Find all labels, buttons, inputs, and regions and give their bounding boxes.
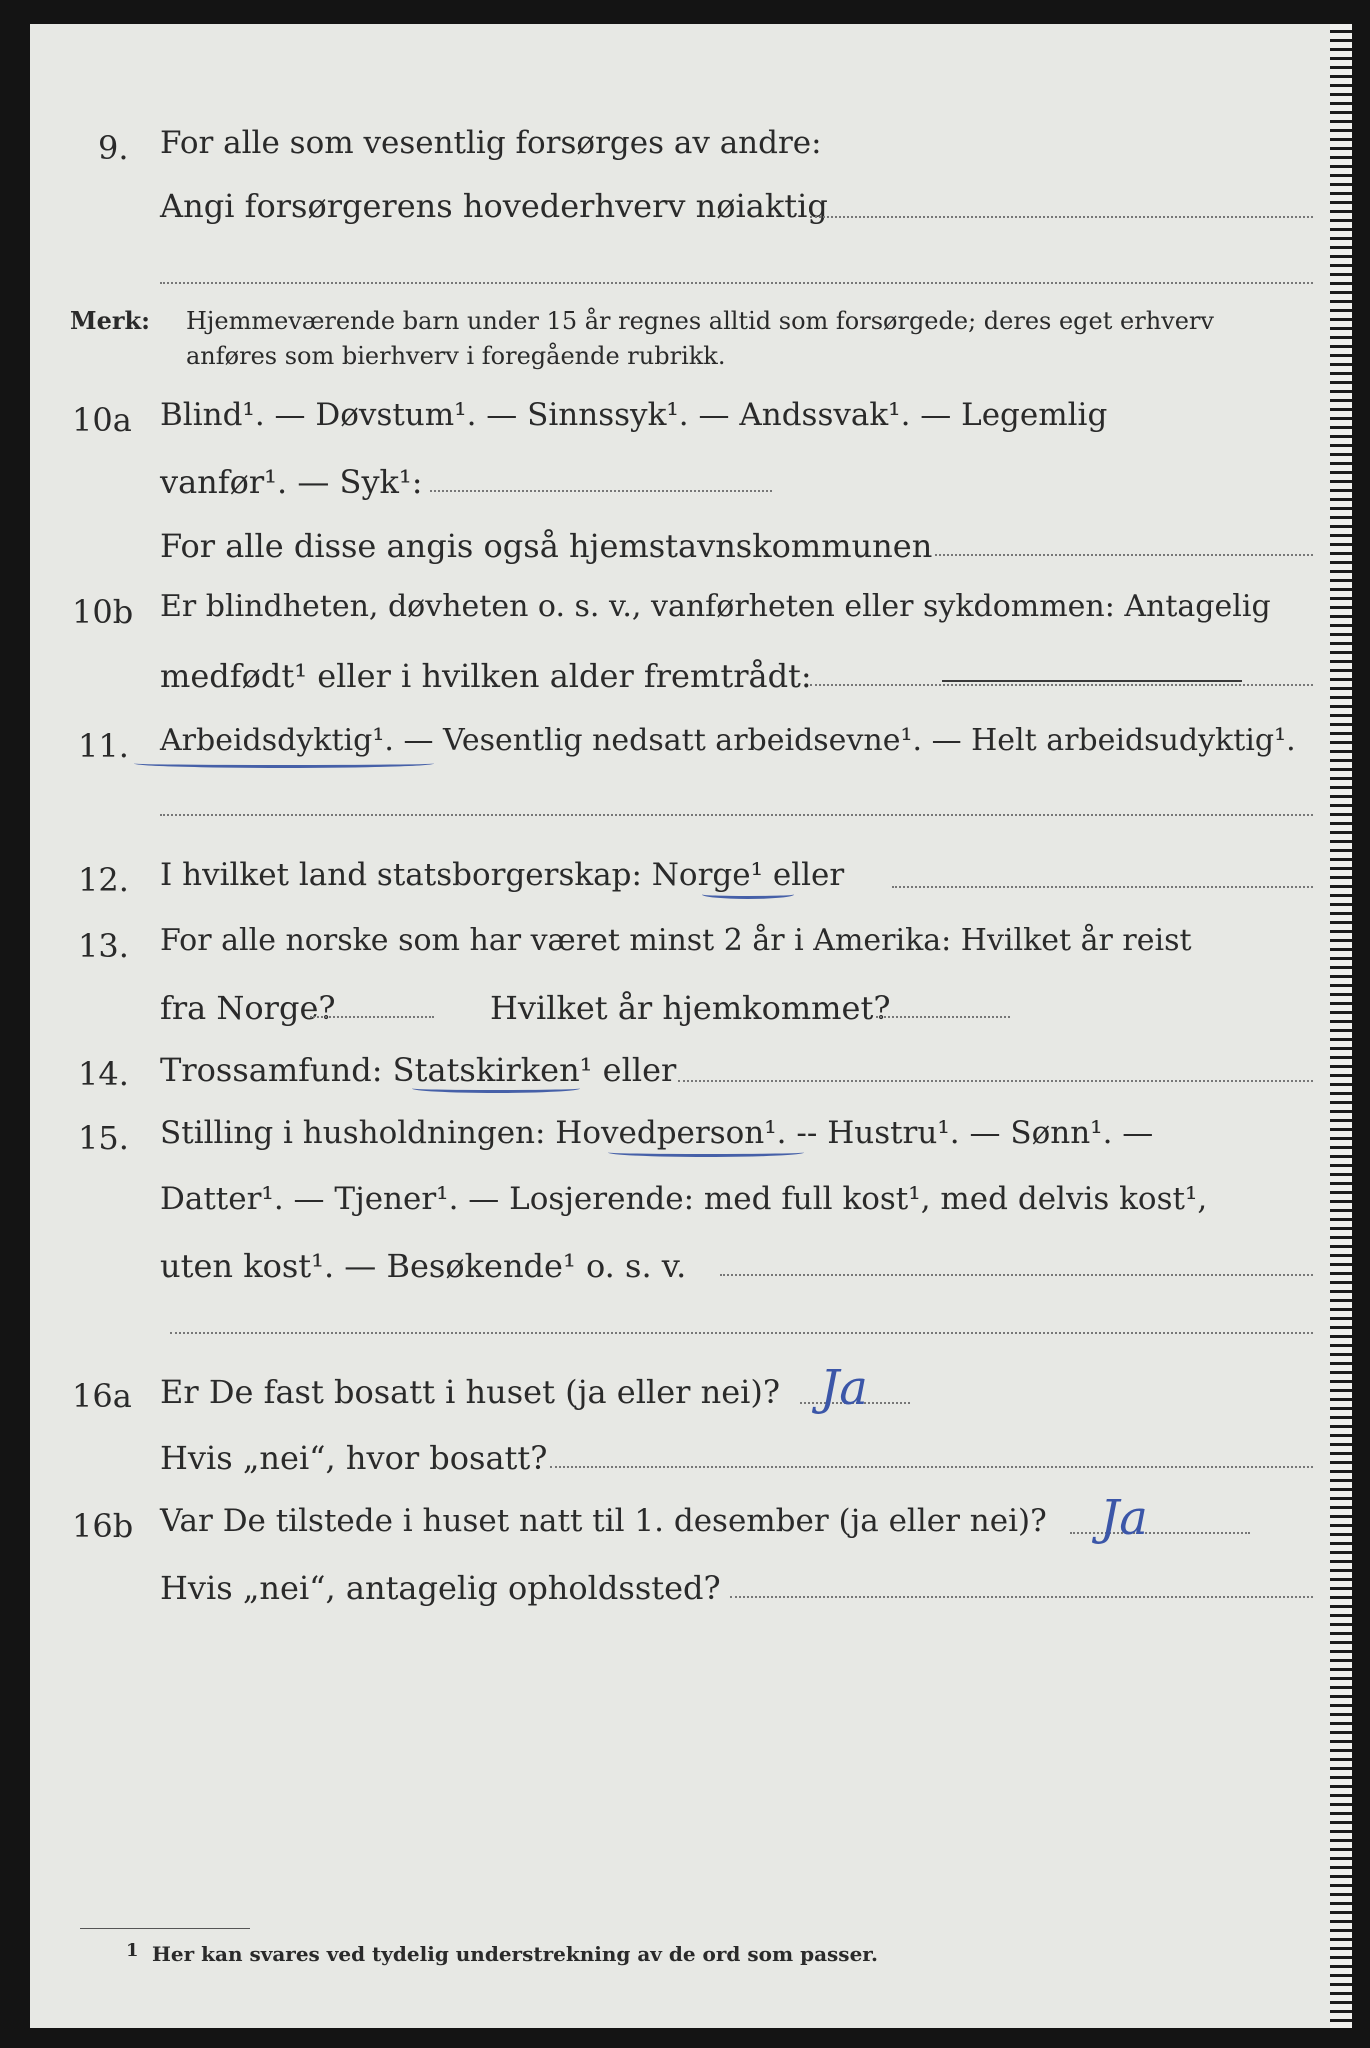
q10b-line2: medfødt¹ eller i hvilken alder fremtrådt: [160, 657, 812, 695]
q16a-line1: Er De fast bosatt i huset (ja eller nei)? [160, 1373, 781, 1411]
merk-line2: anføres som bierhverv i foregående rubrikk. [186, 342, 726, 370]
q10b-line1: Er blindheten, døvheten o. s. v., vanførheten eller sykdommen: Antagelig [160, 589, 1271, 624]
q16b-opholdssted-line[interactable] [730, 1596, 1313, 1598]
merk-line1: Hjemmeværende barn under 15 år regnes alltid som forsørgede; deres eget erhverv [186, 307, 1214, 335]
q9-line2: Angi forsørgerens hovederhverv nøiaktig [160, 187, 828, 225]
footnote-rule [80, 1928, 250, 1929]
q10a-line1: Blind¹. — Døvstum¹. — Sinnssyk¹. — Andssvak¹. — Legemlig [160, 397, 1108, 433]
footnote-text: Her kan svares ved tydelig understrekning av de ord som passer. [152, 1942, 878, 1966]
q14-answer-line[interactable] [678, 1080, 1313, 1082]
merk-label: Merk: [70, 306, 150, 335]
q10a-number: 10a [72, 401, 132, 439]
q16b-answer-line[interactable] [1070, 1532, 1250, 1534]
q12-answer-line[interactable] [892, 886, 1313, 888]
q16a-handwritten-answer: Ja [820, 1360, 868, 1416]
q16b-line1: Var De tilstede i huset natt til 1. desember (ja eller nei)? [160, 1503, 1047, 1539]
q10a-line3: For alle disse angis også hjemstavnskommunen [160, 527, 933, 565]
q15-answer-line-2[interactable] [170, 1332, 1313, 1334]
q15-number: 15. [78, 1119, 129, 1157]
perforated-edge [1330, 24, 1352, 2028]
q10b-answer-line[interactable] [810, 684, 1313, 686]
footnote-mark: 1 [126, 1940, 139, 1961]
q9-number: 9. [98, 129, 129, 167]
q10b-number: 10b [72, 593, 134, 631]
q11-answer-line[interactable] [160, 814, 1313, 816]
q10a-line2: vanfør¹. — Syk¹: [160, 463, 423, 501]
q15-line3: uten kost¹. — Besøkende¹ o. s. v. [160, 1247, 687, 1285]
q11-line1: Arbeidsdyktig¹. — Vesentlig nedsatt arbeidsevne¹. — Helt arbeidsudyktig¹. [160, 723, 1296, 758]
q13-hjemkommet-line[interactable] [876, 1016, 1010, 1018]
q13-line2b: Hvilket år hjemkommet? [490, 989, 891, 1027]
q15-line2: Datter¹. — Tjener¹. — Losjerende: med full kost¹, med delvis kost¹, [160, 1181, 1208, 1217]
q12-number: 12. [78, 861, 129, 899]
q14-number: 14. [78, 1055, 129, 1093]
q13-number: 13. [78, 927, 129, 965]
q15-answer-line[interactable] [720, 1274, 1313, 1276]
q12-line1: I hvilket land statsborgerskap: Norge¹ eller [160, 857, 845, 893]
q15-line1: Stilling i husholdningen: Hovedperson¹. -- Hustru¹. — Sønn¹. — [160, 1115, 1154, 1151]
q16a-number: 16a [72, 1377, 132, 1415]
q13-reist-line[interactable] [310, 1016, 434, 1018]
q11-number: 11. [78, 727, 129, 765]
q13-line1: For alle norske som har været minst 2 år i Amerika: Hvilket år reist [160, 923, 1192, 958]
q11-handwritten-underline [134, 759, 434, 768]
q16b-line2: Hvis „nei“, antagelig opholdssted? [160, 1569, 721, 1607]
q16b-handwritten-answer: Ja [1100, 1490, 1148, 1546]
q15-handwritten-underline [608, 1148, 804, 1157]
q16a-line2: Hvis „nei“, hvor bosatt? [160, 1439, 548, 1477]
q9-line1: For alle som vesentlig forsørges av andre: [160, 125, 822, 161]
q16b-number: 16b [72, 1507, 134, 1545]
q9-answer-line-2[interactable] [160, 282, 1313, 284]
q9-answer-line[interactable] [810, 216, 1313, 218]
census-form-page [30, 24, 1352, 2028]
q10b-pen-stroke [942, 680, 1242, 682]
q12-handwritten-underline [702, 890, 794, 899]
q10a-answer-line[interactable] [430, 490, 772, 492]
q10a-hjemstavn-line[interactable] [935, 554, 1313, 556]
q16a-bosatt-line[interactable] [550, 1466, 1313, 1468]
q14-handwritten-underline [412, 1084, 580, 1093]
q13-line2a: fra Norge? [160, 989, 336, 1027]
q14-line1: Trossamfund: Statskirken¹ eller [160, 1051, 677, 1089]
